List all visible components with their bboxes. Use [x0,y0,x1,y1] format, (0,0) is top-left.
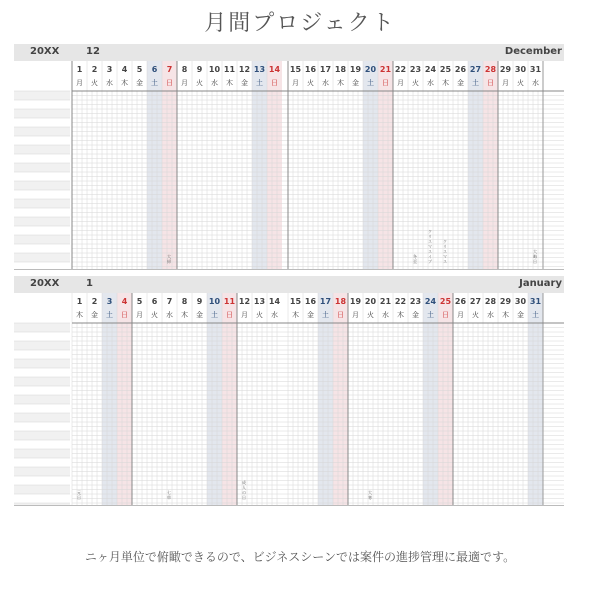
day-number: 6 [151,65,158,74]
weekday-label: 土 [151,79,158,87]
month-header [14,276,564,293]
day-number: 21 [379,297,392,306]
weekday-label: 木 [292,311,299,319]
weekday-label: 土 [427,311,434,319]
page-title: 月間プロジェクト [204,11,396,36]
day-number: 20 [364,297,377,306]
day-number: 10 [208,65,221,74]
weekday-label: 水 [166,311,173,319]
day-number: 11 [223,65,236,74]
weekday-label: 火 [307,79,314,87]
weekday-label: 土 [367,79,374,87]
weekday-label: 月 [292,79,299,87]
day-note: 七草 [167,490,171,500]
label-row [14,145,70,154]
weekday-label: 金 [457,79,464,87]
label-row [14,485,70,494]
weekday-label: 月 [76,79,83,87]
day-number: 4 [121,65,128,74]
weekday-label: 日 [271,79,278,87]
label-row [14,413,70,422]
day-number: 26 [454,297,467,306]
month-number: 1 [86,278,93,289]
weekday-label: 水 [382,311,389,319]
day-number: 16 [304,65,317,74]
day-number: 31 [529,297,542,306]
weekday-label: 木 [502,311,509,319]
calendar-month-january [14,276,564,506]
weekday-label: 日 [442,311,449,319]
label-row [14,323,70,332]
weekday-label: 月 [397,79,404,87]
weekday-label: 火 [412,79,419,87]
day-number: 14 [268,297,281,306]
weekday-label: 金 [241,79,248,87]
day-number: 10 [208,297,221,306]
weekday-label: 金 [412,311,419,319]
weekday-label: 日 [121,311,128,319]
weekday-label: 火 [367,311,374,319]
weekday-label: 水 [106,79,113,87]
day-number: 18 [334,65,347,74]
label-row [14,253,70,262]
weekday-label: 土 [211,311,218,319]
day-number: 1 [76,297,83,306]
weekend-band [252,61,267,270]
day-number: 7 [166,65,173,74]
weekday-label: 水 [532,79,539,87]
day-number: 23 [409,297,422,306]
day-number: 25 [439,297,452,306]
grid-lines [14,293,564,506]
calendar-month-december [14,44,564,270]
day-number: 18 [334,297,347,306]
day-number: 5 [136,297,143,306]
day-number: 24 [424,297,437,306]
day-number: 25 [439,65,452,74]
weekday-label: 月 [241,311,248,319]
day-number: 1 [76,65,83,74]
weekend-band [162,61,177,270]
weekday-label: 水 [322,79,329,87]
day-number: 2 [91,297,98,306]
day-note: 元日 [77,490,81,500]
label-row [14,181,70,190]
weekday-label: 土 [106,311,113,319]
weekday-label: 水 [427,79,434,87]
weekday-label: 木 [121,79,128,87]
weekday-label: 火 [91,79,98,87]
day-number: 3 [106,65,113,74]
day-number: 24 [424,65,437,74]
day-number: 8 [181,65,188,74]
label-row [14,449,70,458]
caption: ニヶ月単位で俯瞰できるので、ビジネスシーンでは案件の進捗管理に最適です。 [84,550,516,564]
day-number: 30 [514,297,527,306]
day-number: 9 [196,297,203,306]
weekend-band [267,61,282,270]
weekend-band [468,61,483,270]
weekday-label: 火 [196,79,203,87]
weekday-label: 金 [91,311,98,319]
weekday-label: 日 [382,79,389,87]
weekday-label: 日 [166,79,173,87]
day-number: 12 [238,297,251,306]
weekday-label: 土 [322,311,329,319]
day-note: クリスマスイブ [428,229,432,264]
day-note: 大寒 [368,490,372,500]
weekday-label: 木 [76,311,83,319]
planner-grid [14,61,564,270]
day-number: 21 [379,65,392,74]
weekday-label: 日 [337,311,344,319]
weekday-label: 土 [256,79,263,87]
weekday-label: 月 [502,79,509,87]
day-number: 23 [409,65,422,74]
day-number: 30 [514,65,527,74]
day-number: 19 [349,297,362,306]
weekday-label: 日 [487,79,494,87]
day-number: 14 [268,65,281,74]
day-number: 29 [499,297,512,306]
weekday-label: 水 [487,311,494,319]
weekday-label: 月 [136,311,143,319]
day-number: 16 [304,297,317,306]
weekday-label: 月 [352,311,359,319]
label-row [14,377,70,386]
day-number: 2 [91,65,98,74]
month-header [14,44,564,61]
day-number: 20 [364,65,377,74]
weekday-label: 水 [271,311,278,319]
day-number: 17 [319,297,332,306]
weekday-label: 金 [307,311,314,319]
month-number: 12 [86,46,100,57]
day-number: 17 [319,65,332,74]
weekend-band [483,61,498,270]
label-row [14,235,70,244]
day-number: 7 [166,297,173,306]
day-number: 11 [223,297,236,306]
day-number: 15 [289,297,302,306]
day-number: 13 [253,65,266,74]
day-number: 9 [196,65,203,74]
label-row [14,199,70,208]
label-row [14,341,70,350]
month-name: December [504,46,562,57]
day-number: 3 [106,297,113,306]
label-row [14,217,70,226]
day-number: 22 [394,297,407,306]
day-note: 大晦日 [533,249,537,264]
weekday-label: 月 [457,311,464,319]
label-row [14,109,70,118]
weekday-label: 火 [472,311,479,319]
weekday-label: 火 [517,79,524,87]
weekday-label: 月 [181,79,188,87]
day-note: 成人の日 [242,480,246,500]
day-number: 27 [469,65,482,74]
day-note: クリスマス [443,239,447,264]
day-number: 28 [484,297,497,306]
weekday-label: 木 [337,79,344,87]
weekday-label: 木 [397,311,404,319]
weekday-label: 土 [532,311,539,319]
weekday-label: 金 [136,79,143,87]
day-number: 19 [349,65,362,74]
weekday-label: 火 [151,311,158,319]
planner-grid [14,293,564,506]
weekend-band [147,61,162,270]
label-row [14,91,70,100]
weekday-label: 水 [211,79,218,87]
day-number: 28 [484,65,497,74]
day-number: 4 [121,297,128,306]
label-row [14,467,70,476]
day-number: 31 [529,65,542,74]
day-number: 12 [238,65,251,74]
day-number: 13 [253,297,266,306]
day-note: 大掃 [167,254,171,264]
weekday-label: 木 [181,311,188,319]
day-number: 5 [136,65,143,74]
weekend-band [363,61,378,270]
day-number: 8 [181,297,188,306]
year-label: 20XX [30,278,60,289]
day-number: 27 [469,297,482,306]
day-number: 22 [394,65,407,74]
label-row [14,395,70,404]
year-label: 20XX [30,46,60,57]
weekday-label: 金 [517,311,524,319]
label-row [14,163,70,172]
weekday-label: 金 [352,79,359,87]
day-number: 15 [289,65,302,74]
label-row [14,431,70,440]
month-name: January [519,278,562,289]
weekday-label: 土 [472,79,479,87]
label-row [14,359,70,368]
day-number: 29 [499,65,512,74]
label-row [14,127,70,136]
weekday-label: 日 [226,311,233,319]
day-number: 6 [151,297,158,306]
weekday-label: 木 [226,79,233,87]
weekday-label: 木 [442,79,449,87]
weekday-label: 金 [196,311,203,319]
day-note: 冬至 [413,254,417,264]
weekday-label: 火 [256,311,263,319]
day-number: 26 [454,65,467,74]
weekend-band [378,61,393,270]
